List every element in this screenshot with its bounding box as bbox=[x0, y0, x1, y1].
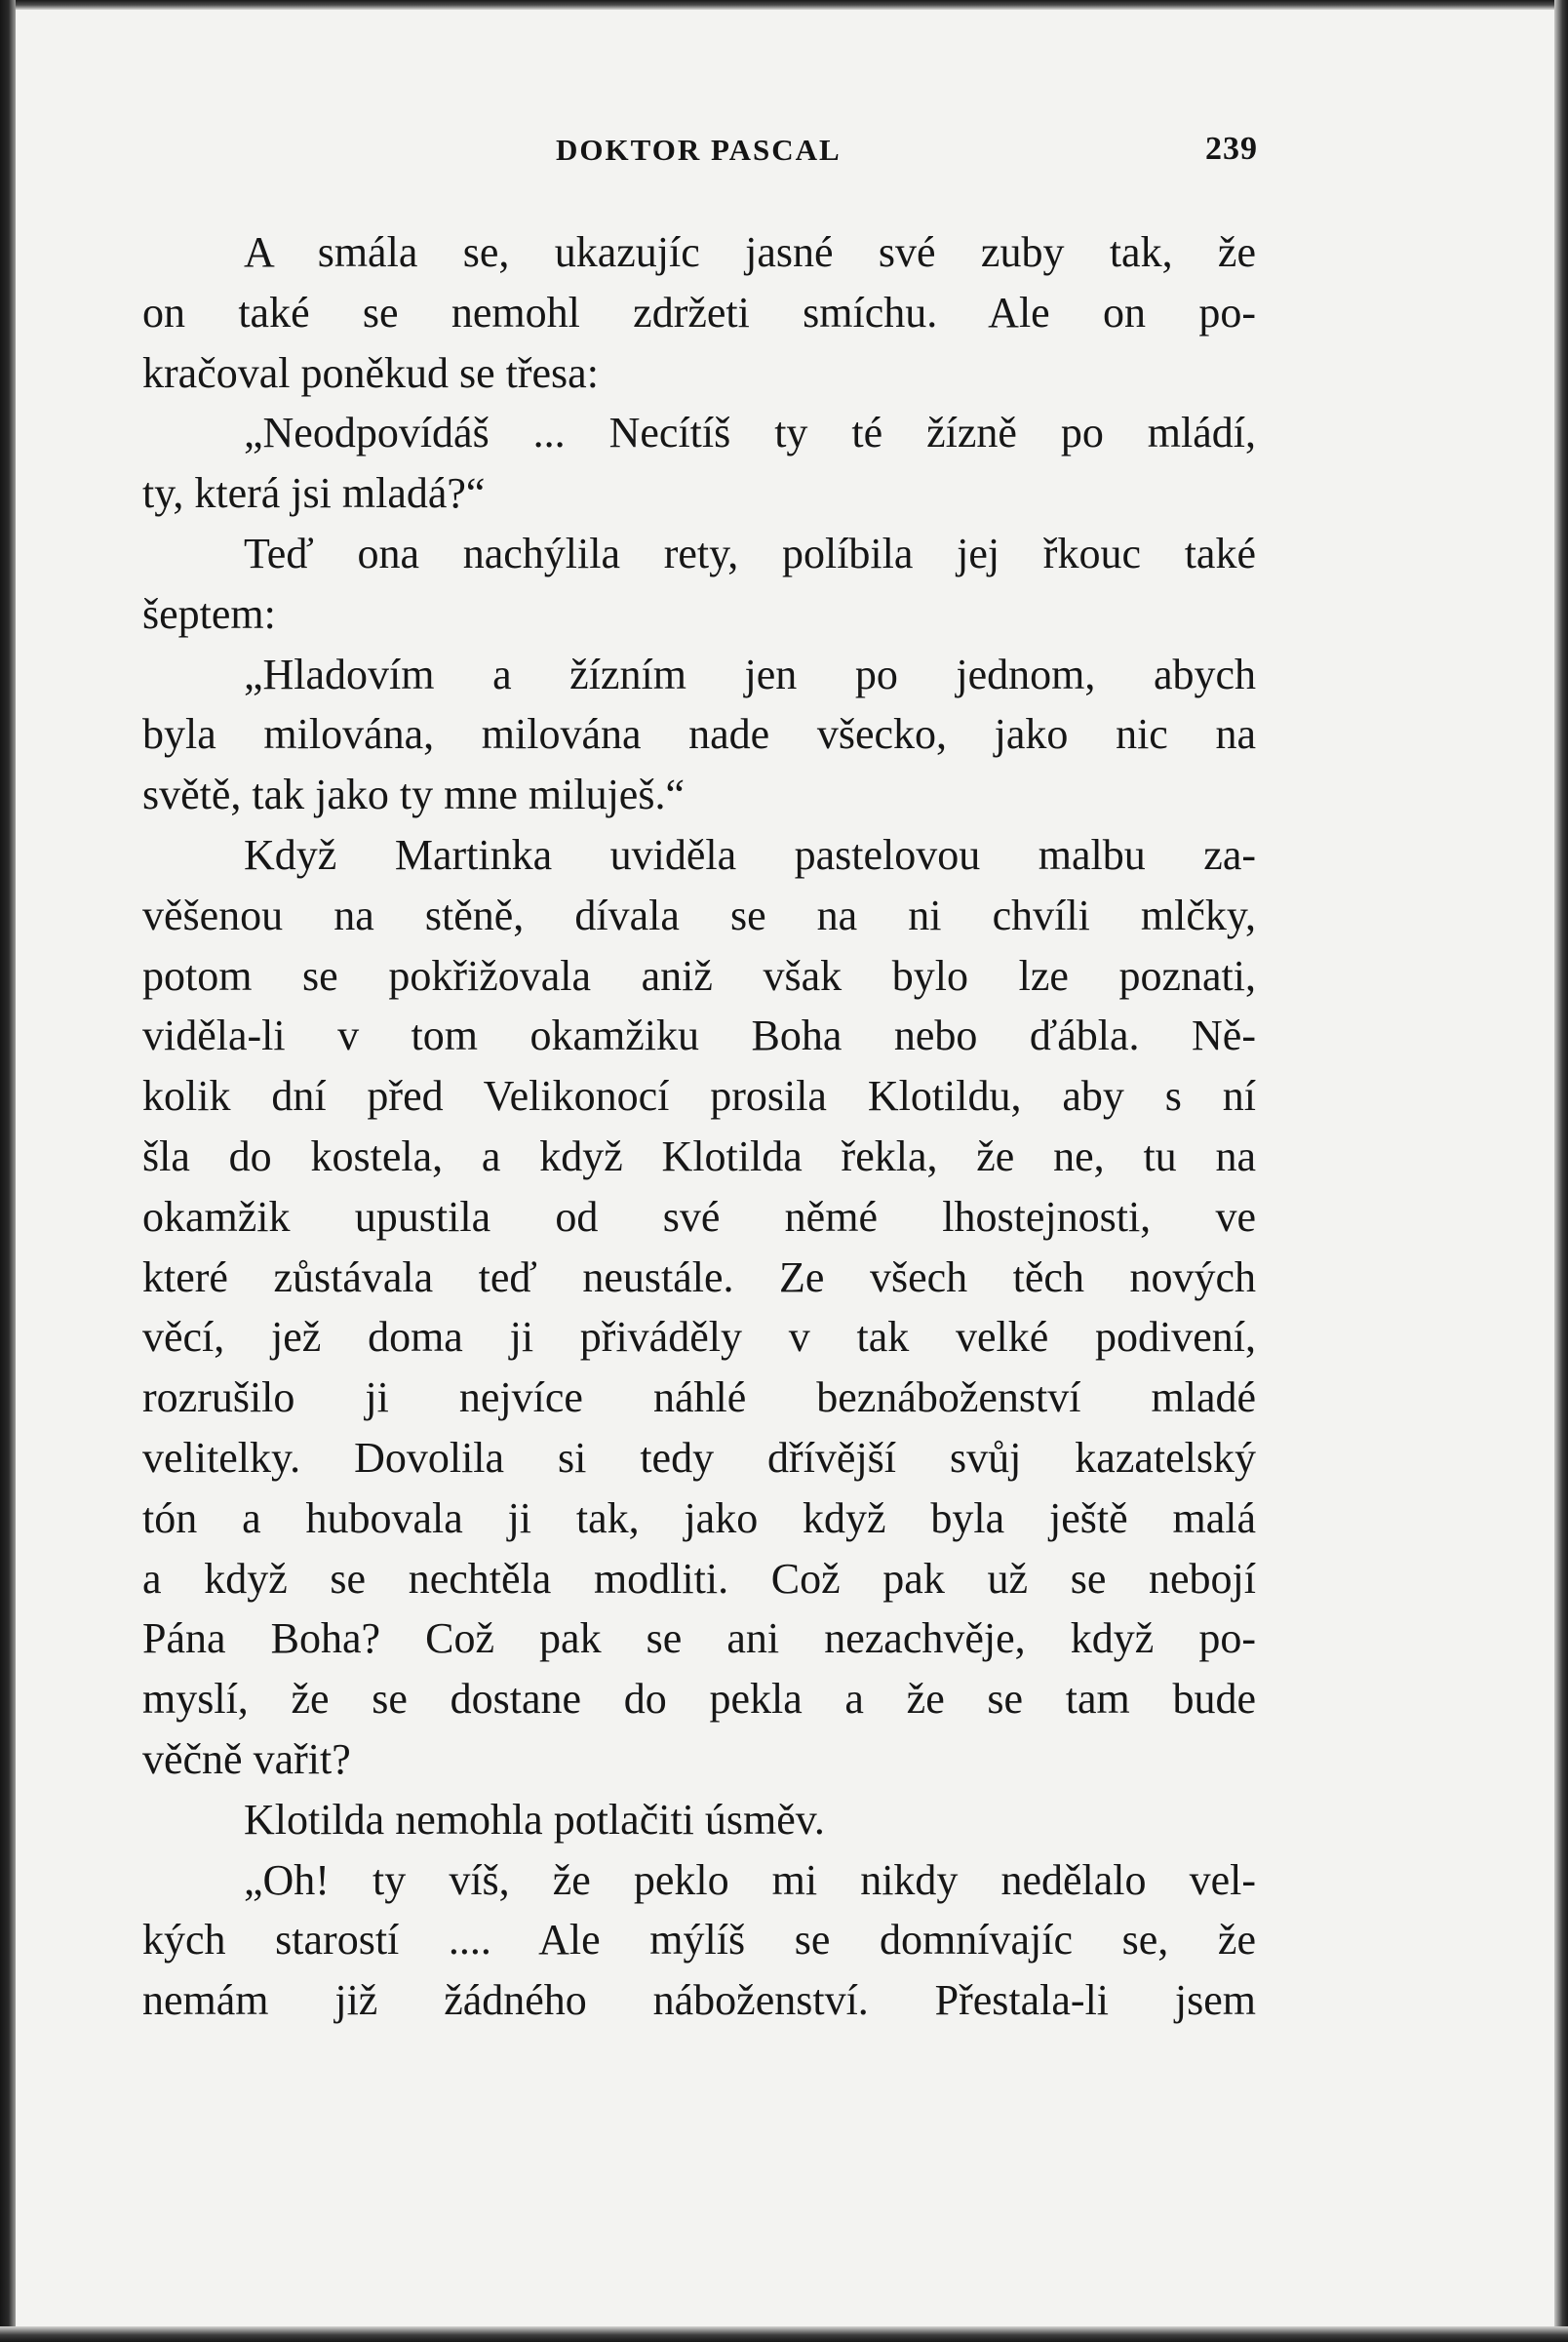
running-title: DOKTOR PASCAL bbox=[556, 133, 842, 167]
text-line: a když se nechtěla modliti. Což pak už se nebojí bbox=[142, 1554, 1256, 1603]
text-line: Klotilda nemohla potlačiti úsměv. bbox=[244, 1795, 825, 1844]
text-line: které zůstávala teď neustále. Ze všech těch nových bbox=[142, 1252, 1256, 1301]
text-line: věcí, jež doma ji přiváděly v tak velké podivení, bbox=[142, 1313, 1256, 1362]
text-line: A smála se, ukazujíc jasné své zuby tak, že bbox=[244, 228, 1256, 276]
page-number: 239 bbox=[1205, 131, 1258, 167]
text-line: rozrušilo ji nejvíce náhlé beznáboženství mladé bbox=[142, 1373, 1256, 1422]
text-line: kolik dní před Velikonocí prosila Klotildu, aby s ní bbox=[142, 1072, 1256, 1121]
text-line: šla do kostela, a když Klotilda řekla, že ne, tu na bbox=[142, 1131, 1256, 1180]
text-line: věčně vařit? bbox=[142, 1734, 351, 1783]
text-line: věšenou na stěně, dívala se na ni chvíli mlčky, bbox=[142, 891, 1256, 939]
scan-edge-left bbox=[0, 0, 16, 2342]
text-line: myslí, že se dostane do pekla a že se tam bude bbox=[142, 1675, 1256, 1724]
text-line: nemám již žádného náboženství. Přestala-li jsem bbox=[142, 1976, 1256, 2025]
text-line: šeptem: bbox=[142, 589, 276, 638]
text-line: tón a hubovala ji tak, jako když byla ještě malá bbox=[142, 1493, 1256, 1542]
text-line: „Hladovím a žízním jen po jednom, abych bbox=[244, 650, 1256, 698]
text-line: okamžik upustila od své němé lhostejnosti, ve bbox=[142, 1192, 1256, 1241]
text-line: kračoval poněkud se třesa: bbox=[142, 348, 599, 397]
text-line: Když Martinka uviděla pastelovou malbu za- bbox=[244, 830, 1256, 879]
text-line: viděla-li v tom okamžiku Boha nebo ďábla. Ně- bbox=[142, 1012, 1256, 1060]
text-line: „Oh! ty víš, že peklo mi nikdy nedělalo vel- bbox=[244, 1855, 1256, 1904]
text-line: Teď ona nachýlila rety, políbila jej řkouc také bbox=[244, 529, 1256, 577]
text-line: potom se pokřižovala aniž však bylo lze poznati, bbox=[142, 951, 1256, 1000]
text-line: on také se nemohl zdržeti smíchu. Ale on po- bbox=[142, 288, 1256, 337]
text-line: „Neodpovídáš ... Necítíš ty té žízně po mládí, bbox=[244, 409, 1256, 457]
text-line: Pána Boha? Což pak se ani nezachvěje, když po- bbox=[142, 1614, 1256, 1663]
text-line: světě, tak jako ty mne miluješ.“ bbox=[142, 771, 685, 819]
scan-edge-top bbox=[0, 0, 1568, 10]
scan-edge-right bbox=[1554, 0, 1568, 2342]
text-line: ty, která jsi mladá?“ bbox=[142, 469, 486, 518]
page-header bbox=[556, 133, 1258, 172]
text-line: velitelky. Dovolila si tedy dřívější svůj kazatelský bbox=[142, 1433, 1256, 1482]
scan-edge-bottom bbox=[0, 2326, 1568, 2342]
body-text bbox=[142, 222, 1256, 2031]
text-line: kých starostí .... Ale mýlíš se domnívajíc se, že bbox=[142, 1916, 1256, 1965]
text-line: byla milována, milována nade všecko, jako nic na bbox=[142, 710, 1256, 759]
